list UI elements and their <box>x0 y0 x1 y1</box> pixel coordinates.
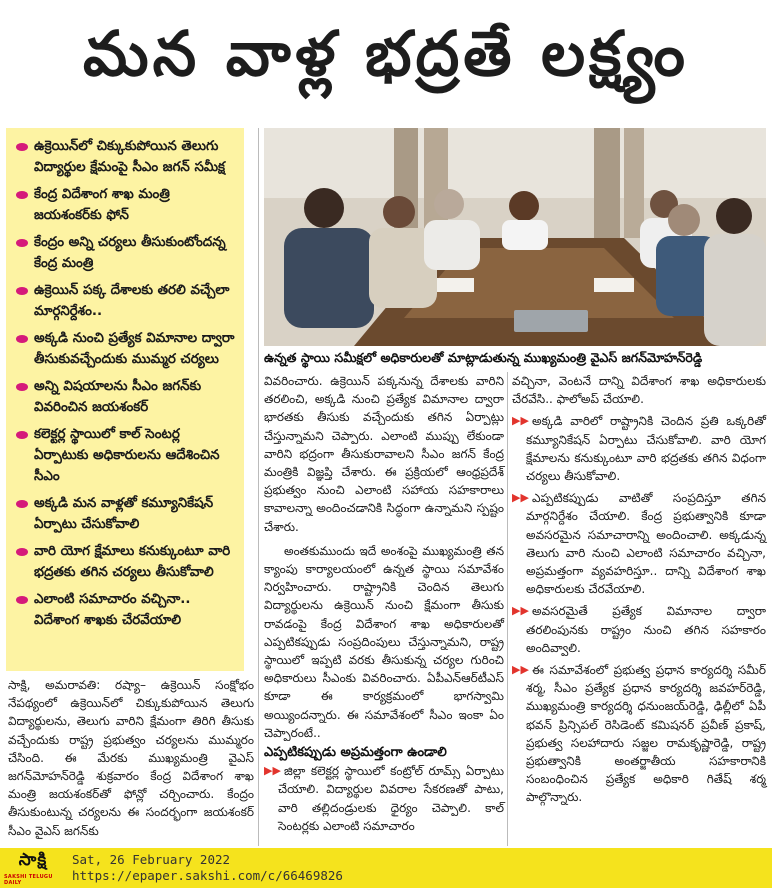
bullet-icon <box>16 548 28 556</box>
bullet-icon <box>16 287 28 295</box>
bullet-icon <box>16 239 28 247</box>
bullet-icon <box>16 383 28 391</box>
article-point-text: అక్కడి వారిలో రాష్ట్రానికి చెందిన ప్రతి ఒక్కరితో కమ్యూనికేషన్‌ ఏర్పాటు చేసుకోవాలి. వారి యోగ క్షేమాలను కనుక్కుంటూ వారి భద్రతకు తగిన విధంగా చర్యలు తీసుకోవాలి. <box>526 414 766 484</box>
highlight-item <box>16 589 238 631</box>
logo-tagline: SAKSHI TELUGU DAILY <box>4 874 53 886</box>
article-paragraph: అంతకుముందు ఇదే అంశంపై ముఖ్యమంత్రి తన క్యాంపు కార్యాలయంలో ఉన్నత స్థాయి సమావేశం నిర్వహించారు. రాష్ట్రానికి చెందిన తెలుగు విద్యార్థులను ఉక్రెయిన్‌ నుంచి క్షేమంగా తీసుకు రావడంపై కేంద్ర విదేశాంగ శాఖ అధికారులతో ఎప్పటికప్పుడు సంప్రదింపులు చేస్తున్నామని, రాష్ట్ర స్థాయిలో ఇప్పటి వరకు తీసుకున్న చర్యల గురించి అధికారులు సీఎంకు వివరించారు. ఏపీఎన్‌ఆర్‌టీఎస్‌ కూడా ఈ కార్యక్రమంలో భాగస్వామి అయ్యిందన్నారు. ఈ సమావేశంలో సీఎం ఇంకా ఏం చెప్పారంటే.. <box>264 543 504 740</box>
highlight-item <box>16 184 238 226</box>
epaper-link[interactable]: https://epaper.sakshi.com/c/66469826 <box>72 868 343 883</box>
article-point <box>512 412 766 485</box>
column-divider <box>507 372 508 846</box>
sakshi-logo <box>4 848 62 888</box>
bullet-icon <box>16 431 28 439</box>
highlight-text: అన్ని విషయాలను సీఎం జగన్‌కు వివరించిన జయశంకర్‌ <box>34 379 202 415</box>
highlight-item <box>16 541 238 583</box>
highlight-text: ఎలాంటి సమాచారం వచ్చినా.. విదేశాంగ శాఖకు చేరవేయాలి <box>34 592 191 628</box>
article-point <box>512 489 766 598</box>
bullet-icon <box>16 500 28 508</box>
highlight-text: అక్కడి మన వాళ్లతో కమ్యూనికేషన్‌ ఏర్పాటు చేసుకోవాలి <box>34 496 214 532</box>
highlight-item <box>16 280 238 322</box>
highlight-item <box>16 493 238 535</box>
article-point <box>512 661 766 807</box>
highlight-text: కేంద్రం అన్ని చర్యలు తీసుకుంటోందన్న కేంద్ర మంత్రి <box>34 235 226 271</box>
bullet-icon <box>16 143 28 151</box>
footer-meta <box>72 852 343 884</box>
highlight-item <box>16 232 238 274</box>
column-divider <box>258 128 259 846</box>
logo-wordmark: సాక్షి <box>18 850 48 870</box>
article-column-left <box>8 676 254 840</box>
epaper-footer <box>0 848 772 888</box>
meeting-photo-illustration <box>264 128 766 346</box>
highlight-text: అక్కడి నుంచి ప్రత్యేక విమానాల ద్వారా తీసుకువచ్చేందుకు ముమ్మర చర్యలు <box>34 331 235 367</box>
article-lead: సాక్షి, అమరావతి: రష్యా– ఉక్రెయిన్‌ సంక్షోభం నేపథ్యంలో ఉక్రెయిన్‌లో చిక్కుకుపోయిన తెలుగు విద్యార్థులను, తెలుగు వారిని క్షేమంగా తిరిగి తీసుకు వచ్చేందుకు రాష్ట్ర ప్రభుత్వం చర్యలను ముమ్మరం చేసింది. ఈ మేరకు ముఖ్యమంత్రి వైఎస్‌ జగన్‌మోహన్‌రెడ్డి శుక్రవారం కేంద్ర విదేశాంగ శాఖ మంత్రి జయశంకర్‌తో ఫోన్లో చర్చించారు. కేంద్రం తీసుకుంటున్న చర్యలను ఈ సందర్భంగా జయశంకర్‌ సీఎం వైఎస్‌ జగన్‌కు <box>8 678 254 838</box>
article-point <box>264 762 504 835</box>
article-subheading: ఎప్పటికప్పుడు అప్రమత్తంగా ఉండాలి <box>264 745 447 761</box>
arrow-bullet-icon: ▶▶ <box>512 663 529 677</box>
photo-caption: ఉన్నత స్థాయి సమీక్షలో అధికారులతో మాట్లాడుతున్న ముఖ్యమంత్రి వైఎస్‌ జగన్‌మోహన్‌రెడ్డి <box>264 350 703 365</box>
article-paragraph: వివరించారు. ఉక్రెయిన్‌ పక్కనున్న దేశాలకు వారిని తరలించి, అక్కడి నుంచి ప్రత్యేక విమానాల ద్వారా భారతకు తీసుకు వచ్చేందుకు తగిన ఏర్పాట్లు చేస్తున్నామని చెప్పారు. ఎలాంటి ముప్పు లేకుండా వారిని భద్రంగా తీసుకురావాలని సీఎం జగన్‌ కేంద్ర మంత్రికి విజ్ఞప్తి చేశారు. ఈ ప్రక్రియలో ఆంధ్రప్రదేశ్‌ ప్రభుత్వం నుంచి ఎలాంటి సహాయ సహకారాలు కావాలన్నా అందించడానికి సిద్ధంగా ఉన్నామని స్పష్టం చేశారు. <box>264 374 504 534</box>
arrow-bullet-icon: ▶▶ <box>512 491 529 505</box>
article-point-text: ఈ సమావేశంలో ప్రభుత్వ ప్రధాన కార్యదర్శి సమీర్‌ శర్మ, సీఎం ప్రత్యేక ప్రధాన కార్యదర్శి జవహర్‌రెడ్డి, ముఖ్యమంత్రి కార్యదర్శి ధనుంజయ్‌రెడ్డి, ఢిల్లీలో ఏపీ భవన్‌ ప్రిన్సిపల్‌ రెసిడెంట్‌ కమిషనర్‌ ప్రవీణ్‌ ప్రకాష్‌, ప్రభుత్వ సలహాదారు సజ్జల రామకృష్ణారెడ్డి, రాష్ట్ర ప్రభుత్వానికి అంతర్జాతీయ సహకారానికి సంబంధించిన ప్రత్యేక అధికారి గితేష్‌ శర్మ పాల్గొన్నారు. <box>526 663 766 805</box>
article-point-text: జిల్లా కలెక్టర్ల స్థాయిలో కంట్రోల్‌ రూమ్స్‌ ఏర్పాటు చేయాలి. విద్యార్థుల వివరాల సేకరణతో పాటు, వారి తల్లిదండ్రులకు ధైర్యం చెప్పాలి. కాల్‌ సెంటర్లకు ఎలాంటి సమాచారం <box>278 764 504 833</box>
highlight-text: వారి యోగ క్షేమాలు కనుక్కుంటూ వారి భద్రతకు తగిన చర్యలు తీసుకోవాలి <box>34 544 231 580</box>
article-point-text: అవసరమైతే ప్రత్యేక విమానాల ద్వారా తరలింపునకు రాష్ట్రం నుంచి తగిన సహకారం అందివ్వాలి. <box>526 604 766 655</box>
arrow-bullet-icon: ▶▶ <box>264 764 281 778</box>
highlight-item <box>16 376 238 418</box>
bullet-icon <box>16 191 28 199</box>
meeting-photo <box>264 128 766 346</box>
bullet-icon <box>16 335 28 343</box>
edition-date: Sat, 26 February 2022 <box>72 852 231 867</box>
article-paragraph: వచ్చినా, వెంటనే దాన్ని విదేశాంగ శాఖ అధికారులకు చేరవేసి.. ఫాలోఅప్‌ చేయాలి. <box>512 374 766 407</box>
highlight-text: ఉక్రెయిన్‌ పక్క దేశాలకు తరలి వచ్చేలా మార్గనిర్దేశం.. <box>34 283 230 319</box>
arrow-bullet-icon: ▶▶ <box>512 414 529 428</box>
highlight-text: కేంద్ర విదేశాంగ శాఖ మంత్రి జయశంకర్‌కు ఫోన్‌ <box>34 187 170 223</box>
highlight-text: ఉక్రెయిన్‌లో చిక్కుకుపోయిన తెలుగు విద్యార్థుల క్షేమంపై సీఎం జగన్‌ సమీక్ష <box>34 139 226 175</box>
highlights-box <box>6 128 244 671</box>
article-column-middle <box>264 372 504 835</box>
article-point <box>512 602 766 657</box>
highlight-item <box>16 424 238 487</box>
article-point-text: ఎప్పటికప్పుడు వాటితో సంప్రదిస్తూ తగిన మార్గనిర్దేశం చేయాలి. కేంద్ర ప్రభుత్వానికి కూడా అవసరమైన సమాచారాన్ని అందించాలి. అక్కడున్న తెలుగు వారి నుంచి ఎలాంటి సమాచారం వచ్చినా, అప్రమత్తంగా వ్యవహరిస్తూ.. దాన్ని విదేశాంగ శాఖ అధికారులకు చేరవేయాలి. <box>526 491 766 597</box>
article-column-right <box>512 372 766 807</box>
bullet-icon <box>16 596 28 604</box>
page-headline: మన వాళ్ల భద్రతే లక్ష్యం <box>83 17 689 90</box>
arrow-bullet-icon: ▶▶ <box>512 604 529 618</box>
highlight-item <box>16 136 238 178</box>
highlight-item <box>16 328 238 370</box>
highlight-text: కలెక్టర్ల స్థాయిలో కాల్‌ సెంటర్ల ఏర్పాటుకు అధికారులను ఆదేశించిన సీఎం <box>34 427 220 484</box>
